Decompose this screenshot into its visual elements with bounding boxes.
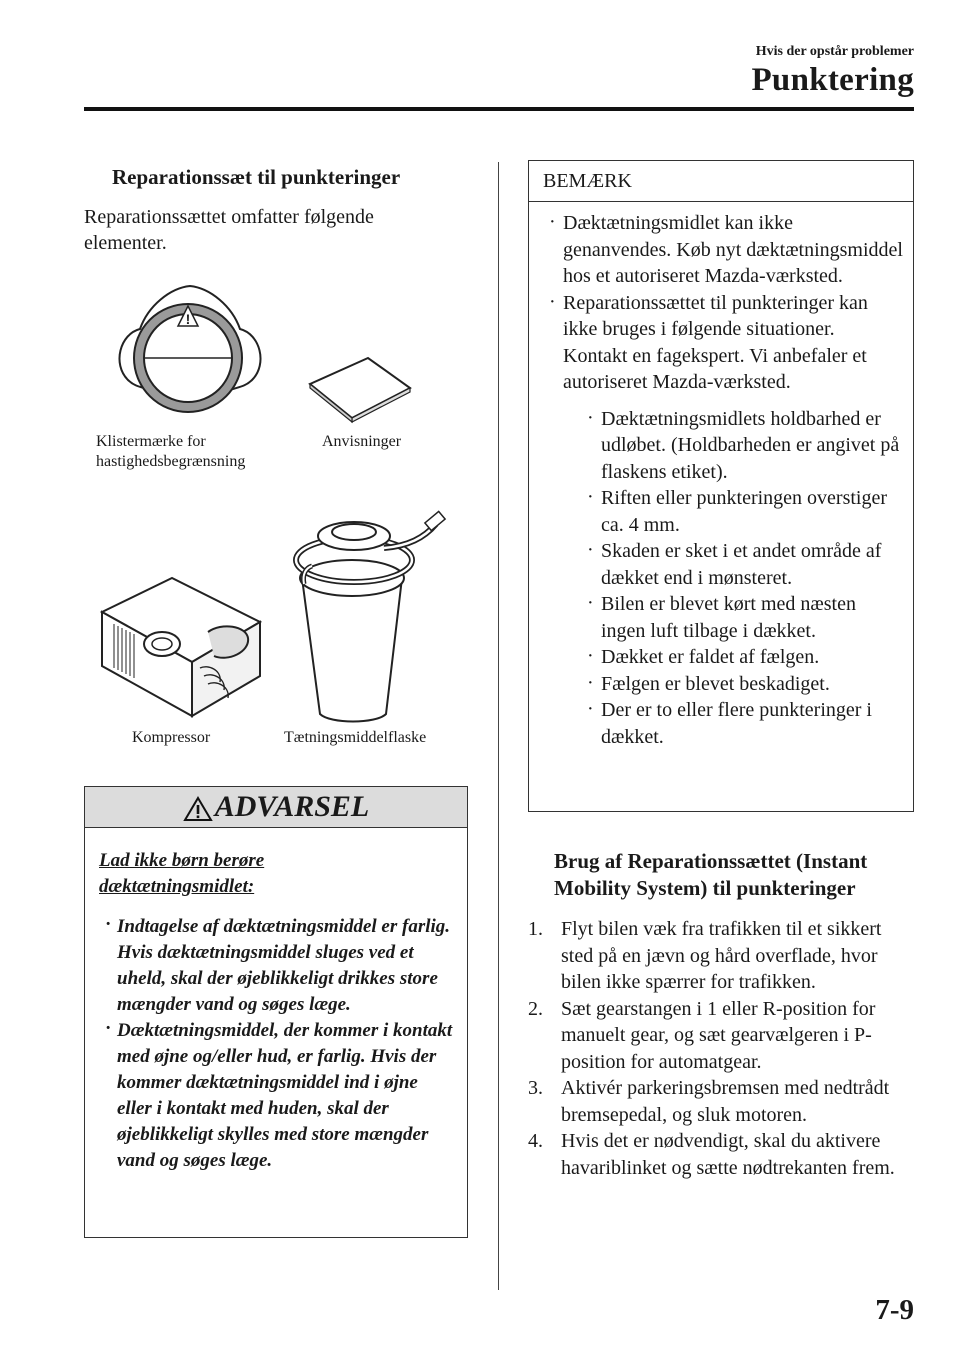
note-box xyxy=(528,160,914,812)
bottle-label: Tætningsmiddelflaske xyxy=(284,729,427,746)
warning-heading xyxy=(85,787,467,828)
header-rule xyxy=(84,107,914,111)
step-number: 3. xyxy=(528,1077,543,1099)
note-subitem: · Skaden er sket i et andet område af dækket end i mønsteret. xyxy=(563,538,903,591)
repair-kit-intro: Reparationssættet omfatter følgende elementer. xyxy=(84,206,374,254)
step-number: 2. xyxy=(528,997,543,1020)
note-subitem: · Der er to eller flere punkteringer i dækket. xyxy=(563,697,903,750)
warning-subheading-line2: dæktætningsmidlet: xyxy=(99,876,255,897)
sticker-label-line1: Klistermærke for xyxy=(96,433,206,450)
warning-item: · Dæktætningsmiddel, der kommer i kontakt med øjne og/eller hud, er farlig. Hvis der kommer dæktætningsmiddel ind i øjne eller i kontakt med huden, skal der øjeblikkeligt skylles med store mængder vand og søges læge. xyxy=(99,1018,453,1174)
note-item-text: Reparationssættet til punkteringer kan ikke bruges i følgende situationer. xyxy=(563,291,868,340)
step-number: 1. xyxy=(528,918,543,940)
step-text: Hvis det er nødvendigt, skal du aktivere havariblinket og sætte nødtrekanten frem. xyxy=(561,1130,895,1179)
note-item: · Dæktætningsmidlet kan ikke genanvendes. Køb nyt dæktætningsmiddel hos et autoriseret Mazda-værksted. xyxy=(543,210,903,290)
sticker-label-line2: hastighedsbegrænsning xyxy=(96,453,246,470)
page-title: Punktering xyxy=(751,62,914,98)
usage-title-line2: Mobility System) til punkteringer xyxy=(554,876,856,900)
instructions-label: Anvisninger xyxy=(322,433,402,450)
svg-text:!: ! xyxy=(185,311,191,327)
page-number: 7-9 xyxy=(875,1294,914,1326)
warning-subheading-line1: Lad ikke børn berøre xyxy=(99,850,265,871)
note-subitem: · Fælgen er blevet beskadiget. xyxy=(563,671,903,698)
usage-step xyxy=(528,1075,918,1128)
speed-limit-sticker-illustration xyxy=(110,284,270,424)
step-number: 4. xyxy=(528,1130,543,1152)
usage-step xyxy=(528,916,918,996)
warning-item: · Indtagelse af dæktætningsmiddel er farlig. Hvis dæktætningsmiddel sluges ved et uheld, skal der øjeblikkeligt drikkes store mængder vand og søges læge. xyxy=(99,914,453,1018)
usage-step xyxy=(528,996,918,1076)
instructions-booklet-illustration xyxy=(306,354,414,424)
warning-list xyxy=(99,914,453,1174)
column-divider xyxy=(498,162,499,1290)
compressor-illustration xyxy=(96,572,266,722)
warning-triangle-icon xyxy=(183,796,213,822)
usage-step xyxy=(528,1128,918,1181)
repair-kit-title: Reparationssæt til punkteringer xyxy=(112,165,401,189)
note-item xyxy=(543,290,903,751)
note-subitem: · Dækket er faldet af fælgen. xyxy=(563,644,903,671)
usage-steps xyxy=(528,916,918,1181)
note-subitem: · Bilen er blevet kørt med næsten ingen luft tilbage i dækket. xyxy=(563,591,903,644)
compressor-label: Kompressor xyxy=(132,729,211,746)
sealant-bottle-illustration xyxy=(284,508,454,728)
note-heading: BEMÆRK xyxy=(529,161,913,202)
note-sublist xyxy=(563,406,903,751)
note-subitem: · Dæktætningsmidlets holdbarhed er udløbet. (Holdbarheden er angivet på flaskens etiket). xyxy=(563,406,903,486)
warning-heading-text: ADVARSEL xyxy=(214,790,370,823)
step-text: Sæt gearstangen i 1 eller R-position for manuelt gear, og sæt gearvælgeren i P-position for automatgear. xyxy=(561,997,876,1073)
warning-box xyxy=(84,786,468,1238)
note-contact: Kontakt en fagekspert. Vi anbefaler et autoriseret Mazda-værksted. xyxy=(563,344,867,393)
step-text: Aktivér parkeringsbremsen med nedtrådt bremsepedal, og sluk motoren. xyxy=(561,1077,890,1126)
section-header: Hvis der opstår problemer xyxy=(755,44,914,59)
note-list xyxy=(543,210,903,750)
note-subitem: · Riften eller punkteringen overstiger ca. 4 mm. xyxy=(563,485,903,538)
usage-title-line1: Brug af Reparationssættet (Instant xyxy=(554,849,868,873)
step-text: Flyt bilen væk fra trafikken til et sikkert sted på en jævn og hård overflade, hvor bilen ikke spærrer for trafikken. xyxy=(561,918,882,993)
